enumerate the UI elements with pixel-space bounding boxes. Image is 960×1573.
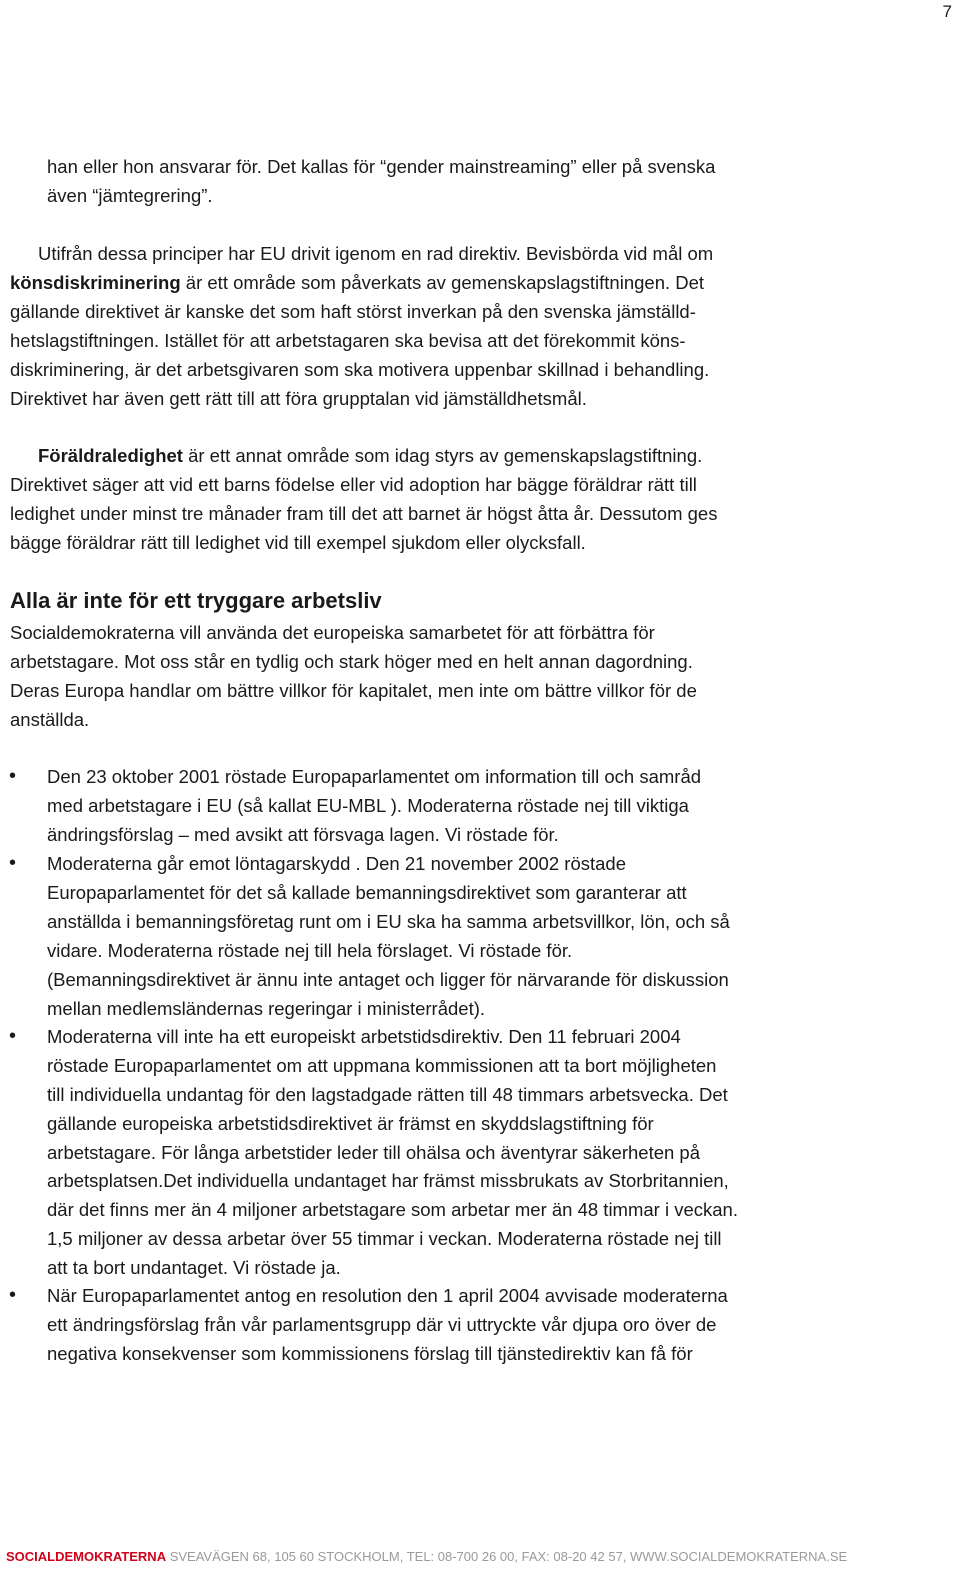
paragraph-2-line: Utifrån dessa principer har EU drivit igenom en rad direktiv. Bevisbörda vid mål om xyxy=(38,243,714,264)
bullet-4-line: När Europaparlamentet antog en resolution den 1 april 2004 avvisade moderaterna xyxy=(47,1285,728,1306)
bullet-3-line: att ta bort undantaget. Vi röstade ja. xyxy=(47,1257,341,1278)
bullet-2-line: mellan medlemsländernas regeringar i ministerrådet). xyxy=(47,998,486,1019)
bullet-2-line: vidare. Moderaterna röstade nej till hela förslaget. Vi röstade för. xyxy=(47,940,573,961)
paragraph-1-line: han eller hon ansvarar för. Det kallas för “gender mainstreaming” eller på svenska xyxy=(47,156,716,177)
bullet-1-line: ändringsförslag – med avsikt att försvaga lagen. Vi röstade för. xyxy=(47,824,559,845)
bullet-4-line: negativa konsekvenser som kommissionens förslag till tjänstedirektiv kan få för xyxy=(47,1343,693,1364)
bullet-2-line: Europaparlamentet för det så kallade bemanningsdirektivet som garanterar att xyxy=(47,882,687,903)
paragraph-2-text: är ett område som påverkats av gemenskapslagstiftningen. Det xyxy=(180,272,705,293)
paragraph-4-line: Socialdemokraterna vill använda det europeiska samarbetet för att förbättra för xyxy=(10,622,655,643)
bullet-3-line: röstade Europaparlamentet om att uppmana kommissionen att ta bort möjligheten xyxy=(47,1055,717,1076)
section-heading: Alla är inte för ett tryggare arbetsliv xyxy=(10,588,382,613)
paragraph-2-line: Direktivet har även gett rätt till att föra grupptalan vid jämställdhetsmål. xyxy=(10,388,587,409)
paragraph-3-line: ledighet under minst tre månader fram till det att barnet är högst åtta år. Dessutom ges xyxy=(10,503,718,524)
paragraph-4-line: arbetstagare. Mot oss står en tydlig och stark höger med en helt annan dagordning. xyxy=(10,651,693,672)
bullet-3-line: till individuella undantag för den lagstadgade rätten till 48 timmars arbetsvecka. Det xyxy=(47,1084,728,1105)
paragraph-2-line xyxy=(10,268,704,297)
bullet-3-line: arbetstagare. För långa arbetstider leder till ohälsa och äventyrar säkerheten på xyxy=(47,1142,701,1163)
bullet-3-line: gällande europeiska arbetstidsdirektivet är främst en skyddslagstiftning för xyxy=(47,1113,654,1134)
paragraph-2-line: gällande direktivet är kanske det som haft störst inverkan på den svenska jämställd- xyxy=(10,301,696,322)
page-number: 7 xyxy=(942,2,952,21)
bullet-2-line: (Bemanningsdirektivet är ännu inte antaget och ligger för närvarande för diskussion xyxy=(47,969,729,990)
bullet-marker: • xyxy=(9,1284,17,1306)
bullet-1-line: Den 23 oktober 2001 röstade Europaparlamentet om information till och samråd xyxy=(47,766,702,787)
bullet-3-line: arbetsplatsen.Det individuella undantaget har främst missbrukats av Storbritannien, xyxy=(47,1170,729,1191)
bold-term: könsdiskriminering xyxy=(10,272,181,293)
paragraph-2-line: diskriminering, är det arbetsgivaren som ska motivera uppenbar skillnad i behandling. xyxy=(10,359,710,380)
footer-address: SVEAVÄGEN 68, 105 60 STOCKHOLM, TEL: 08-700 26 00, FAX: 08-20 42 57, WWW.SOCIALDEMOKRATERNA.SE xyxy=(166,1549,848,1564)
footer-brand: SOCIALDEMOKRATERNA xyxy=(6,1549,167,1564)
bullet-1-line: med arbetstagare i EU (så kallat EU-MBL ). Moderaterna röstade nej till viktiga xyxy=(47,795,689,816)
bullet-2-line: Moderaterna går emot löntagarskydd . Den 21 november 2002 röstade xyxy=(47,853,626,874)
paragraph-3-text: är ett annat område som idag styrs av gemenskapslagstiftning. xyxy=(182,445,703,466)
paragraph-4-line: Deras Europa handlar om bättre villkor för kapitalet, men inte om bättre villkor för de xyxy=(10,680,697,701)
paragraph-1-line: även “jämtegrering”. xyxy=(47,185,213,206)
bullet-4-line: ett ändringsförslag från vår parlamentsgrupp där vi uttryckte vår djupa oro över de xyxy=(47,1314,717,1335)
paragraph-4-line: anställda. xyxy=(10,709,90,730)
bullet-3-line: där det finns mer än 4 miljoner arbetstagare som arbetar mer än 48 timmar i veckan. xyxy=(47,1199,738,1220)
paragraph-3-line: Direktivet säger att vid ett barns födelse eller vid adoption har bägge föräldrar rätt till xyxy=(10,474,697,495)
bullet-3-line: 1,5 miljoner av dessa arbetar över 55 timmar i veckan. Moderaterna röstade nej till xyxy=(47,1228,722,1249)
bullet-3-line: Moderaterna vill inte ha ett europeiskt arbetstidsdirektiv. Den 11 februari 2004 xyxy=(47,1026,681,1047)
bullet-marker: • xyxy=(9,852,17,874)
bold-term: Föräldraledighet xyxy=(38,445,183,466)
bullet-marker: • xyxy=(9,1025,17,1047)
paragraph-3-line xyxy=(38,441,702,470)
paragraph-3-line: bägge föräldrar rätt till ledighet vid till exempel sjukdom eller olycksfall. xyxy=(10,532,586,553)
bullet-marker: • xyxy=(9,765,17,787)
paragraph-2-line: hetslagstiftningen. Istället för att arbetstagaren ska bevisa att det förekommit köns- xyxy=(10,330,686,351)
page-footer xyxy=(6,1549,847,1564)
bullet-2-line: anställda i bemanningsföretag runt om i EU ska ha samma arbetsvillkor, lön, och så xyxy=(47,911,730,932)
